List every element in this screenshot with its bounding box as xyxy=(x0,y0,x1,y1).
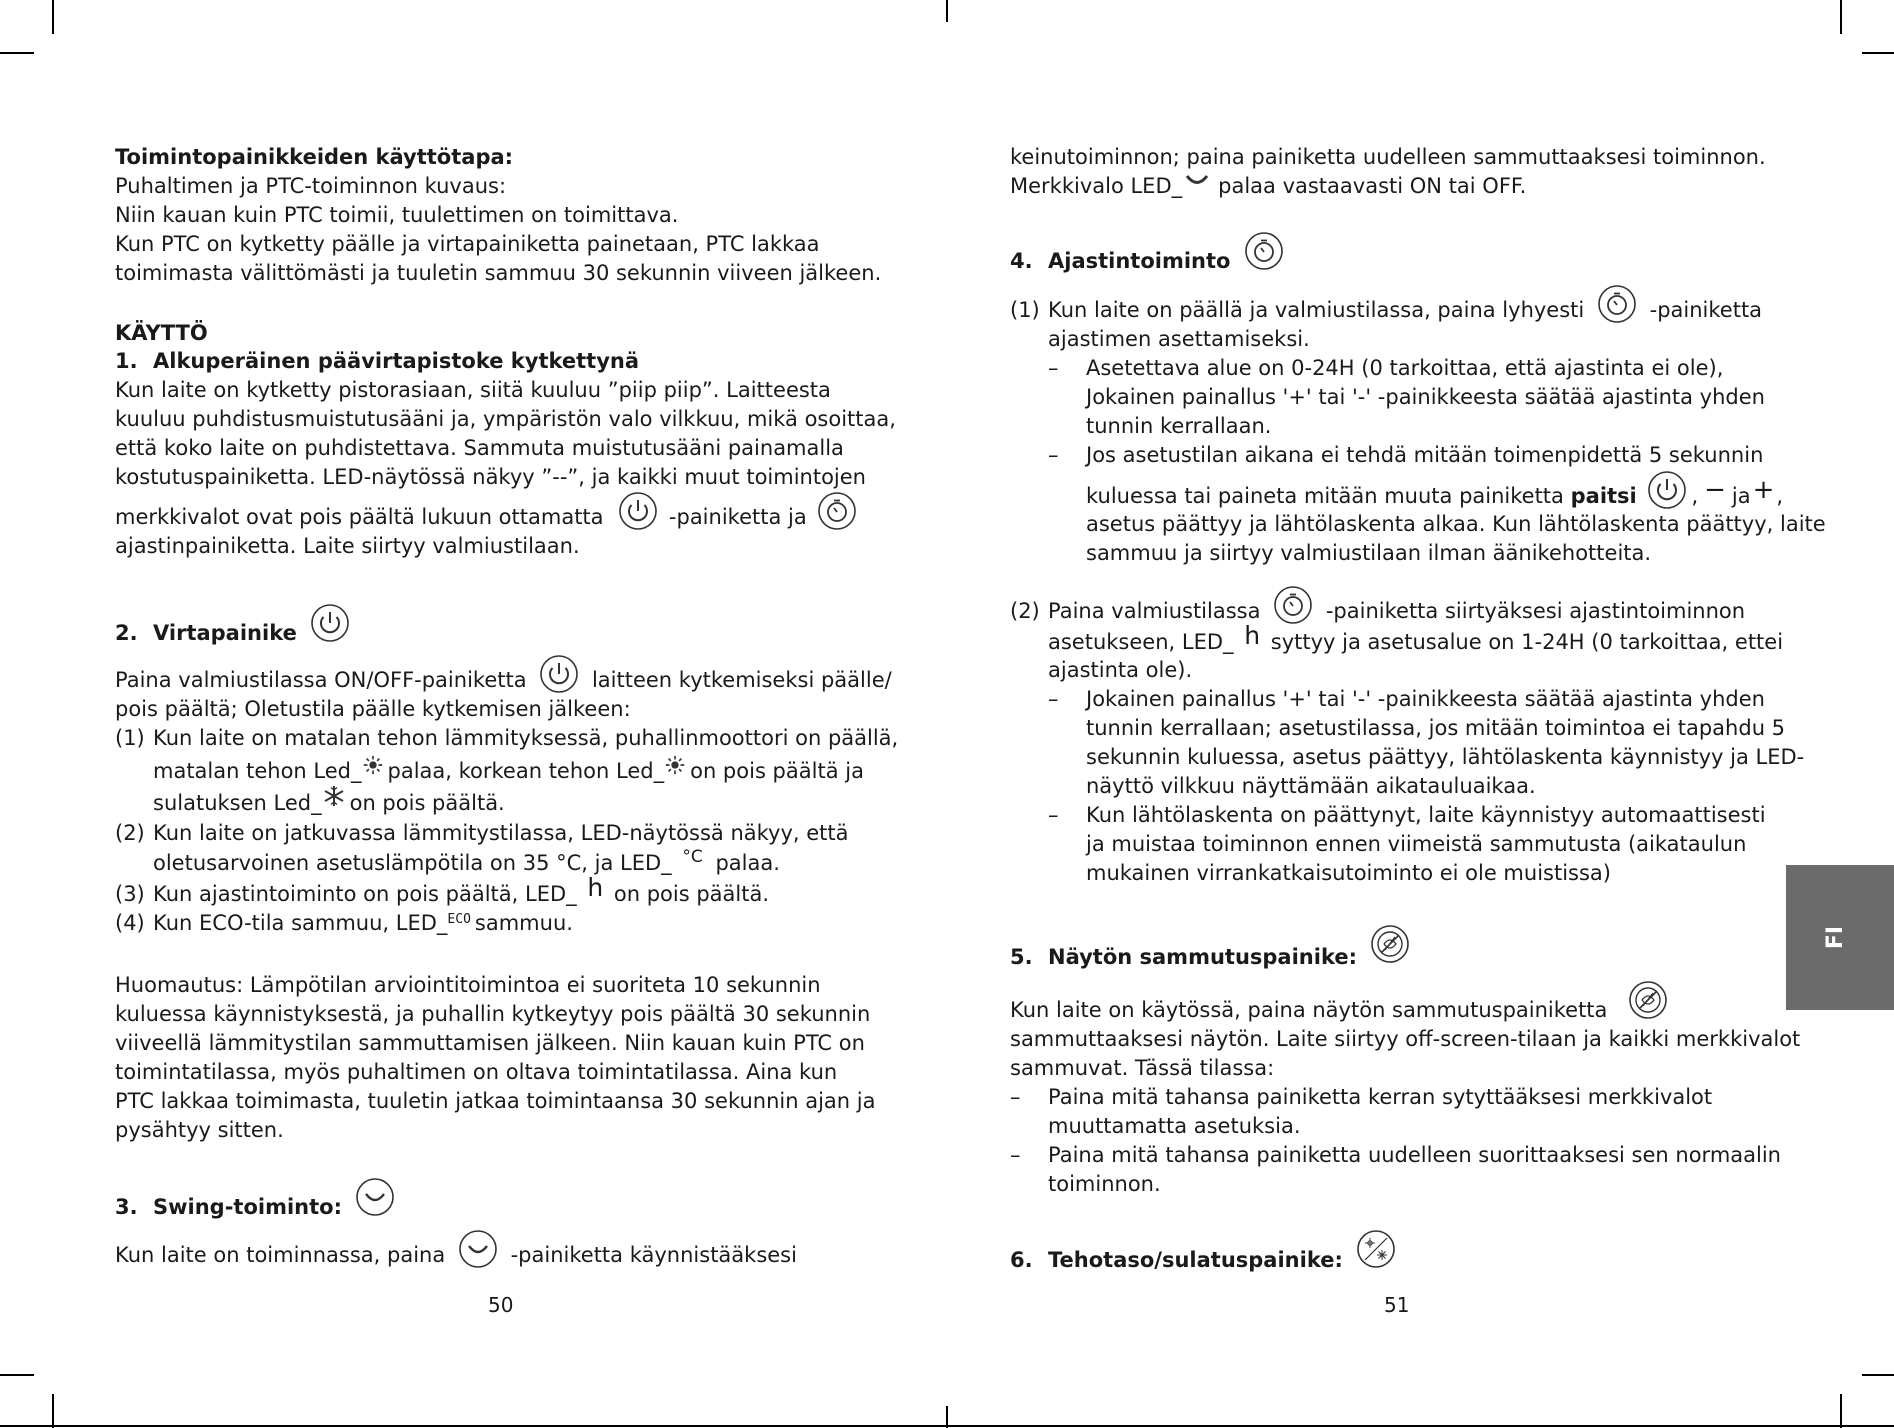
text-line xyxy=(115,1240,797,1270)
text-line xyxy=(115,502,857,532)
text-span: merkkivalot ovat pois päältä lukuun ottamatta xyxy=(115,505,604,529)
section-number: 5. xyxy=(1010,945,1033,969)
list-number: (2) xyxy=(1010,599,1040,623)
plus-icon: + xyxy=(1752,475,1775,505)
text-line: keinutoiminnon; paina painiketta uudelleen sammuttaaksesi toiminnon. xyxy=(1010,145,1766,169)
dash: – xyxy=(1048,443,1059,467)
text-span-bold: paitsi xyxy=(1570,484,1637,508)
defrost-power-level-icon xyxy=(1356,1229,1396,1269)
timer-icon xyxy=(817,491,857,531)
text-span: syttyy ja asetusalue on 1-24H (0 tarkoittaa, ettei xyxy=(1270,630,1784,654)
note-line: pysähtyy sitten. xyxy=(115,1118,284,1142)
text-line: pois päältä; Oletustila päälle kytkemisen jälkeen: xyxy=(115,697,631,721)
text-span: , xyxy=(1776,484,1784,508)
dash-item-line: toiminnon. xyxy=(1048,1172,1161,1196)
page-bottom-rule xyxy=(0,1425,1894,1427)
section-number: 4. xyxy=(1010,249,1033,273)
dash-item-line xyxy=(1086,475,1784,510)
section-heading-text: Virtapainike xyxy=(153,621,297,645)
text-span: on pois päältä ja xyxy=(690,759,864,783)
text-span: ja xyxy=(1731,484,1751,508)
section-1-heading xyxy=(115,346,639,376)
intro-line: toimimasta välittömästi ja tuuletin sammuu 30 sekunnin viiveen jälkeen. xyxy=(115,261,882,285)
display-off-icon xyxy=(1628,980,1668,1020)
crop-mark xyxy=(52,0,54,34)
list-item xyxy=(115,723,898,753)
minus-icon: − xyxy=(1704,475,1726,505)
text-span: on pois päältä. xyxy=(613,882,770,906)
page-number: 50 xyxy=(488,1293,514,1317)
text-line: että koko laite on puhdistettava. Sammuta muistutusääni painamalla xyxy=(115,436,844,460)
section-number: 2. xyxy=(115,621,138,645)
list-item xyxy=(1010,295,1762,325)
dash-item xyxy=(1048,684,1765,714)
dash-item-line: mukainen virrankatkaisutoiminto ei ole muistissa) xyxy=(1086,861,1611,885)
list-number: (2) xyxy=(115,821,145,845)
dash: – xyxy=(1048,356,1059,380)
timer-h-icon: h xyxy=(1244,621,1261,650)
power-icon xyxy=(618,491,658,531)
low-heat-sun-icon xyxy=(362,754,384,776)
dash-item-line: ja muistaa toiminnon ennen viimeistä sammutusta (aikataulun xyxy=(1086,832,1747,856)
dash-item-line: sammuu ja siirtyy valmiustilaan ilman äänikehotteita. xyxy=(1086,541,1652,565)
text-span: Jokainen painallus '+' tai '-' -painikkeesta säätää ajastinta yhden xyxy=(1086,687,1765,711)
list-item-line: ajastimen asettamiseksi. xyxy=(1048,327,1310,351)
list-number: (1) xyxy=(115,726,145,750)
defrost-snowflake-icon xyxy=(322,784,346,808)
dash-item xyxy=(1010,1140,1781,1170)
display-off-icon xyxy=(1370,924,1410,964)
section-6-heading xyxy=(1010,1245,1396,1275)
high-heat-sun-icon xyxy=(664,754,686,776)
text-span: kuluessa tai paineta mitään muuta painiketta xyxy=(1086,484,1564,508)
list-item-line xyxy=(153,788,505,818)
text-span: Kun laite on toiminnassa, paina xyxy=(115,1243,446,1267)
section-number: 3. xyxy=(115,1195,138,1219)
crop-mark xyxy=(1840,0,1842,34)
section-2-heading xyxy=(115,618,350,648)
dash: – xyxy=(1010,1085,1021,1109)
crop-mark xyxy=(946,0,948,22)
text-span: Paina mitä tahansa painiketta uudelleen suorittaaksesi sen normaalin xyxy=(1048,1143,1781,1167)
text-span: -painiketta ja xyxy=(668,505,807,529)
note-line: viiveellä lämmitystilan sammuttamisen jälkeen. Niin kauan kuin PTC on xyxy=(115,1031,865,1055)
intro-line: Puhaltimen ja PTC-toiminnon kuvaus: xyxy=(115,174,507,198)
list-number: (1) xyxy=(1010,298,1040,322)
dash-item-line: tunnin kerrallaan. xyxy=(1086,414,1272,438)
text-span: palaa, korkean tehon Led_ xyxy=(387,759,665,783)
intro-line: Kun PTC on kytketty päälle ja virtapainiketta painetaan, PTC lakkaa xyxy=(115,232,820,256)
note-line: kuluessa käynnistyksestä, ja puhallin kytkeytyy pois päältä 30 sekunnin xyxy=(115,1002,871,1026)
text-span: Asetettava alue on 0-24H (0 tarkoittaa, että ajastinta ei ole), xyxy=(1086,356,1724,380)
text-span: Kun ajastintoiminto on pois päältä, LED_ xyxy=(153,882,577,906)
text-line: Kun laite on kytketty pistorasiaan, siitä kuuluu ”piip piip”. Laitteesta xyxy=(115,378,831,402)
section-5-heading xyxy=(1010,942,1410,972)
text-line: kostutuspainiketta. LED-näytössä näkyy ”--”, ja kaikki muut toimintojen xyxy=(115,465,866,489)
text-line: sammuttaaksesi näytön. Laite siirtyy off-screen-tilaan ja kaikki merkkivalot xyxy=(1010,1027,1801,1051)
text-span: asetukseen, LED_ xyxy=(1048,630,1234,654)
section-number: 6. xyxy=(1010,1248,1033,1272)
dash-item xyxy=(1048,353,1723,383)
power-icon xyxy=(1647,470,1687,510)
note-line: toimintatilassa, myös puhaltimen on oltava toimintatilassa. Aina kun xyxy=(115,1060,838,1084)
text-span: -painiketta xyxy=(1649,298,1763,322)
crop-mark xyxy=(1862,52,1894,54)
text-span: Paina mitä tahansa painiketta kerran sytyttääksesi merkkivalot xyxy=(1048,1085,1713,1109)
text-span: , xyxy=(1691,484,1699,508)
swing-icon xyxy=(458,1229,498,1269)
text-span: Kun laite on matalan tehon lämmityksessä, puhallinmoottori on päällä, xyxy=(153,726,899,750)
power-icon xyxy=(310,603,350,643)
list-item-line xyxy=(153,756,864,786)
section-heading-text: Swing-toiminto: xyxy=(153,1195,342,1219)
power-icon xyxy=(539,654,579,694)
dash-item-line: muuttamatta asetuksia. xyxy=(1048,1114,1301,1138)
dash-item-line: Jokainen painallus '+' tai '-' -painikkeesta säätää ajastinta yhden xyxy=(1086,385,1765,409)
list-item-line: ajastinta ole). xyxy=(1048,658,1193,682)
text-span: -painiketta siirtyäksesi ajastintoiminnon xyxy=(1325,599,1746,623)
timer-icon xyxy=(1273,585,1313,625)
timer-h-icon: h xyxy=(587,873,604,902)
list-item xyxy=(115,908,573,938)
section-3-heading xyxy=(115,1192,395,1222)
timer-icon xyxy=(1597,284,1637,324)
language-tab xyxy=(1786,865,1894,1010)
dash-item-line: näyttö vilkkuu näyttämään aikatauluaikaa. xyxy=(1086,774,1536,798)
text-line: sammuvat. Tässä tilassa: xyxy=(1010,1056,1275,1080)
list-item xyxy=(115,818,849,848)
text-span: Kun lähtölaskenta on päättynyt, laite käynnistyy automaattisesti xyxy=(1086,803,1766,827)
text-span: Merkkivalo LED_ xyxy=(1010,174,1183,198)
text-span: -painiketta käynnistääksesi xyxy=(510,1243,797,1267)
dash-item-line: tunnin kerrallaan; asetustilassa, jos mitään toimintoa ei tapahdu 5 xyxy=(1086,716,1786,740)
swing-led-icon xyxy=(1184,173,1210,187)
text-span: oletusarvoinen asetuslämpötila on 35 °C, ja LED_ xyxy=(153,851,672,875)
dash: – xyxy=(1048,687,1059,711)
text-span: matalan tehon Led_ xyxy=(153,759,362,783)
section-title: Toimintopainikkeiden käyttötapa: xyxy=(115,145,514,169)
section-heading-text: Alkuperäinen päävirtapistoke kytkettynä xyxy=(153,349,640,373)
crop-mark xyxy=(52,1394,54,1428)
section-heading-text: Näytön sammutuspainike: xyxy=(1048,945,1357,969)
text-line xyxy=(1010,995,1668,1025)
list-number: (3) xyxy=(115,882,145,906)
text-span: Kun laite on päällä ja valmiustilassa, paina lyhyesti xyxy=(1048,298,1585,322)
text-span: Paina valmiustilassa ON/OFF-painiketta xyxy=(115,668,527,692)
text-span: on pois päältä. xyxy=(349,791,505,815)
text-span: laitteen kytkemiseksi päälle/ xyxy=(591,668,892,692)
dash-item xyxy=(1048,440,1763,470)
text-span: Paina valmiustilassa xyxy=(1048,599,1261,623)
text-line: ajastinpainiketta. Laite siirtyy valmiustilaan. xyxy=(115,534,580,558)
crop-mark xyxy=(0,52,34,54)
note-line: PTC lakkaa toimimasta, tuuletin jatkaa toimintaansa 30 sekunnin ajan ja xyxy=(115,1089,876,1113)
crop-mark xyxy=(0,1374,34,1376)
section-heading-text: Tehotaso/sulatuspainike: xyxy=(1048,1248,1343,1272)
text-span: sulatuksen Led_ xyxy=(153,791,322,815)
language-tab-label: FI xyxy=(1823,925,1849,950)
intro-line: Niin kauan kuin PTC toimii, tuulettimen on toimittava. xyxy=(115,203,679,227)
swing-icon xyxy=(355,1177,395,1217)
text-span: sammuu. xyxy=(474,911,573,935)
text-line xyxy=(115,665,892,695)
dash-item-line: sekunnin kuluessa, asetus päättyy, lähtölaskenta käynnistyy ja LED- xyxy=(1086,745,1805,769)
text-span: Kun laite on käytössä, paina näytön sammutuspainiketta xyxy=(1010,998,1608,1022)
note-line: Huomautus: Lämpötilan arviointitoimintoa ei suoriteta 10 sekunnin xyxy=(115,973,821,997)
section-heading-text: Ajastintoiminto xyxy=(1048,249,1231,273)
text-span: Kun laite on jatkuvassa lämmitystilassa, LED-näytössä näkyy, että xyxy=(153,821,849,845)
celsius-icon: °C xyxy=(682,847,703,867)
section-number: 1. xyxy=(115,349,138,373)
dash: – xyxy=(1010,1143,1021,1167)
text-line: kuuluu puhdistusmuistutusääni ja, ympäristön valo vilkkuu, mikä osoittaa, xyxy=(115,407,896,431)
crop-mark xyxy=(1840,1394,1842,1428)
section-4-heading xyxy=(1010,246,1284,276)
page-number: 51 xyxy=(1384,1293,1410,1317)
usage-heading: KÄYTTÖ xyxy=(115,321,208,345)
text-span: Kun ECO-tila sammuu, LED_ xyxy=(153,911,448,935)
crop-mark xyxy=(1862,1374,1894,1376)
list-item xyxy=(1010,596,1745,626)
list-item-line xyxy=(153,848,780,878)
dash-item xyxy=(1048,800,1766,830)
list-number: (4) xyxy=(115,911,145,935)
eco-icon: ECO xyxy=(447,912,471,927)
list-item-line xyxy=(1048,621,1784,656)
text-span: palaa. xyxy=(715,851,780,875)
text-span: palaa vastaavasti ON tai OFF. xyxy=(1218,174,1527,198)
timer-icon xyxy=(1244,231,1284,271)
dash: – xyxy=(1048,803,1059,827)
dash-item-line: asetus päättyy ja lähtölaskenta alkaa. Kun lähtölaskenta päättyy, laite xyxy=(1086,512,1826,536)
text-line xyxy=(1010,171,1526,201)
dash-item xyxy=(1010,1082,1712,1112)
text-span: Jos asetustilan aikana ei tehdä mitään toimenpidettä 5 sekunnin xyxy=(1086,443,1764,467)
list-item xyxy=(115,873,770,908)
